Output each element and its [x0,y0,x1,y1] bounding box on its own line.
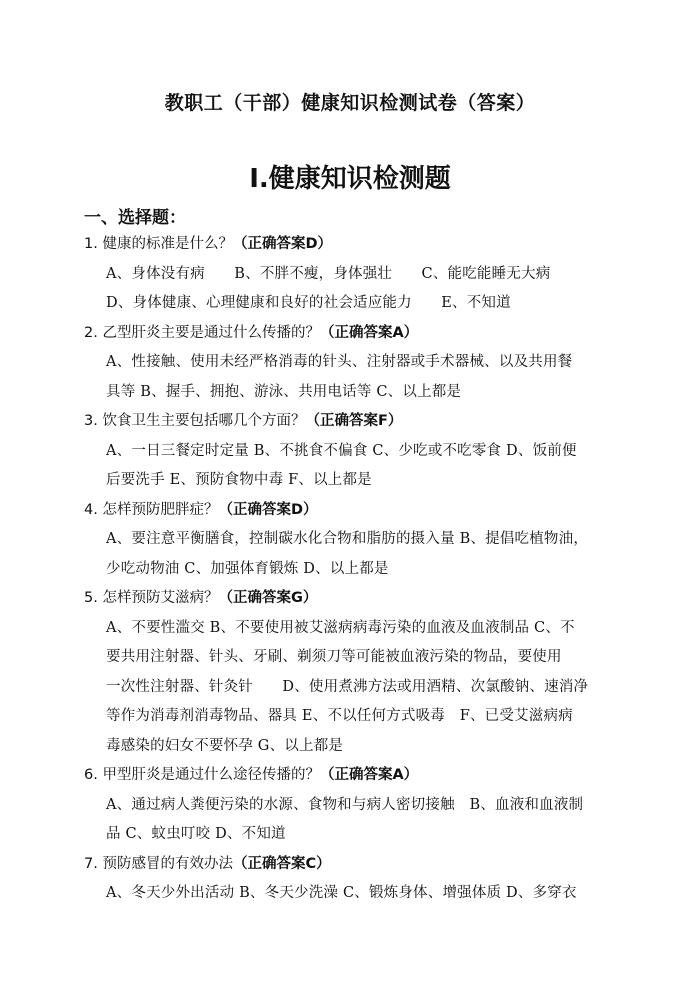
question-text: 乙型肝炎主要是通过什么传播的？ [102,324,320,341]
option-line: A、通过病人粪便污染的水源、食物和与病人密切接触 B、血液和血液制 [106,796,584,813]
answer-tag: （正确答案G） [218,590,318,606]
question-line [84,496,644,526]
option-line: D、身体健康、心理健康和良好的社会适应能力 E、不知道 [106,295,511,311]
option-line: A、一日三餐定时定量 B、不挑食不偏食 C、少吃或不吃零食 D、饭前便 [106,442,577,459]
question-number: 1. [84,236,98,252]
option-line: 等作为消毒剂消毒物品、器具 E、不以任何方式吸毒 F、已受艾滋病病 [106,708,573,724]
answer-tag: （正确答案D） [232,236,332,252]
document-title: 教职工（干部）健康知识检测试卷（答案） [164,92,536,114]
answer-tag: （正确答案D） [218,501,318,518]
question-item [84,319,644,408]
question-list [84,230,644,909]
question-text: 健康的标准是什么？ [102,236,233,252]
option-line: 要共用注射器、针头、牙刷、剃须刀等可能被血液污染的物品，要使用 [106,649,562,665]
option-line: A、冬天少外出活动 B、冬天少洗澡 C、锻炼身体、增强体质 D、多穿衣 [106,885,577,901]
question-text: 预防感冒的有效办法 [102,855,233,872]
question-line [84,407,644,437]
option-line: 具等 B、握手、拥抱、游泳、共用电话等 C、以上都是 [106,383,462,400]
question-line [84,761,644,791]
question-number: 5. [84,590,98,606]
question-number: 3. [84,413,98,429]
option-line: 后要洗手 E、预防食物中毒 F、以上都是 [106,472,372,488]
option-line: 品 C、蚊虫叮咬 D、不知道 [106,826,286,842]
option-line: 一次性注射器、针灸针 D、使用煮沸方法或用酒精、次氯酸钠、速消净 [106,678,589,695]
question-number: 6. [84,767,98,783]
answer-tag: （正确答案A） [319,767,419,783]
question-number: 7. [84,855,98,872]
question-item [84,496,644,585]
question-line [84,850,644,880]
question-item [84,230,644,319]
question-item [84,407,644,496]
question-text: 饮食卫生主要包括哪几个方面？ [102,413,306,429]
question-item [84,584,644,761]
question-item [84,761,644,850]
question-number: 2. [84,324,98,341]
question-number: 4. [84,501,98,518]
option-line: 少吃动物油 C、加强体育锻炼 D、以上都是 [106,560,389,577]
answer-tag: （正确答案F） [305,413,403,429]
option-line: A、性接触、使用未经严格消毒的针头、注射器或手术器械、以及共用餐 [106,354,573,370]
section-title: Ⅰ.健康知识检测题 [249,164,451,194]
option-line: A、不要性滥交 B、不要使用被艾滋病病毒污染的血液及血液制品 C、不 [106,619,575,636]
option-line: A、要注意平衡膳食，控制碳水化合物和脂肪的摄入量 B、提倡吃植物油， [106,531,589,547]
question-line [84,319,644,349]
question-text: 怎样预防艾滋病？ [102,590,219,606]
option-line: 毒感染的妇女不要怀孕 G、以上都是 [106,737,344,754]
question-line [84,584,644,614]
question-text: 甲型肝炎是通过什么途径传播的？ [102,767,320,783]
option-line: A、身体没有病 B、不胖不瘦，身体强壮 C、能吃能睡无大病 [106,265,551,282]
answer-tag: （正确答案A） [319,324,419,341]
question-text: 怎样预防肥胖症？ [102,501,219,518]
part-heading: 一、选择题： [84,208,186,228]
question-item [84,850,644,909]
question-line [84,230,644,260]
answer-tag: （正确答案C） [232,855,331,872]
